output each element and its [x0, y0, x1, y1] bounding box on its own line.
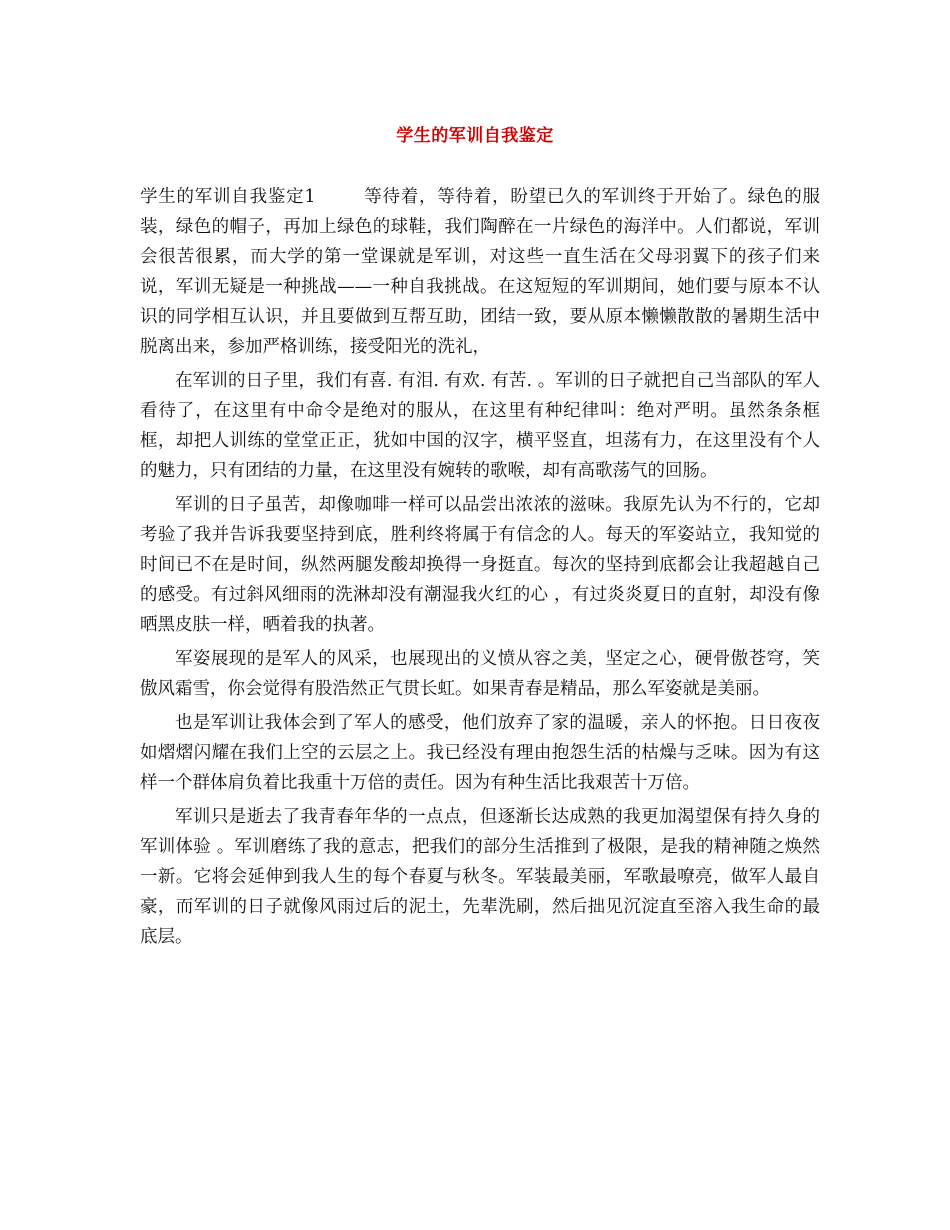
document-body	[140, 182, 820, 956]
paragraph-1	[140, 182, 820, 362]
first-heading: 学生的军训自我鉴定1	[140, 187, 316, 207]
paragraph-2: 在军训的日子里，我们有喜. 有泪. 有欢. 有苦. 。军训的日子就把自己当部队的军人看待了，在这里有中命令是绝对的服从，在这里有种纪律叫：绝对严明。虽然条条框框，却把人训练的堂堂正正，犹如中国的汉字，横平竖直，坦荡有力，在这里没有个人的魅力，只有团结的力量，在这里没有婉转的歌喉，却有高歌荡气的回肠。	[140, 371, 820, 481]
paragraph-1-text: 等待着，等待着，盼望已久的军训终于开始了。绿色的服装，绿色的帽子，再加上绿色的球鞋，我们陶醉在一片绿色的海洋中。人们都说，军训会很苦很累，而大学的第一堂课就是军训，对这些一直生活在父母羽翼下的孩子们来说，军训无疑是一种挑战——一种自我挑战。在这短短的军训期间，她们要与原本不认识的同学相互认识，并且要做到互帮互助，团结一致，要从原本懒懒散散的暑期生活中脱离出来，参加严格训练，接受阳光的洗礼，	[140, 187, 820, 357]
paragraph-5: 也是军训让我体会到了军人的感受，他们放弃了家的温暖，亲人的怀抱。日日夜夜 如熠熠闪耀在我们上空的云层之上。我已经没有理由抱怨生活的枯燥与乏味。因为有这样一个群体肩负着比我重十万倍的责任。因为有种生活比我艰苦十万倍。	[140, 713, 820, 793]
document-title: 学生的军训自我鉴定	[396, 126, 554, 146]
paragraph-4: 军姿展现的是军人的风采，也展现出的义愤从容之美，坚定之心，硬骨傲苍穹，笑傲风霜雪，你会觉得有股浩然正气贯长虹。如果青春是精品，那么军姿就是美丽。	[140, 649, 820, 699]
paragraph-3: 军训的日子虽苦，却像咖啡一样可以品尝出浓浓的滋味。我原先认为不行的，它却考验了我并告诉我要坚持到底，胜利终将属于有信念的人。每天的军姿站立，我知觉的时间已不在是时间，纵然两腿发酸却换得一身挺直。每次的坚持到底都会让我超越自己的感受。有过斜风细雨的洗淋却没有潮湿我火红的心 ，有过炎炎夏日的直射，却没有像晒黑皮肤一样，晒着我的执著。	[140, 495, 820, 635]
paragraph-6: 军训只是逝去了我青春年华的一点点，但逐渐长达成熟的我更加渴望保有持久身的军训体验 。军训磨练了我的意志，把我们的部分生活推到了极限，是我的精神随之焕然一新。它将会延伸到我人生的每个春夏与秋冬。军装最美丽，军歌最嘹亮，做军人最自豪，而军训的日子就像风雨过后的泥土，先辈洗刷，然后拙见沉淀直至溶入我生命的最底层。	[140, 807, 820, 947]
